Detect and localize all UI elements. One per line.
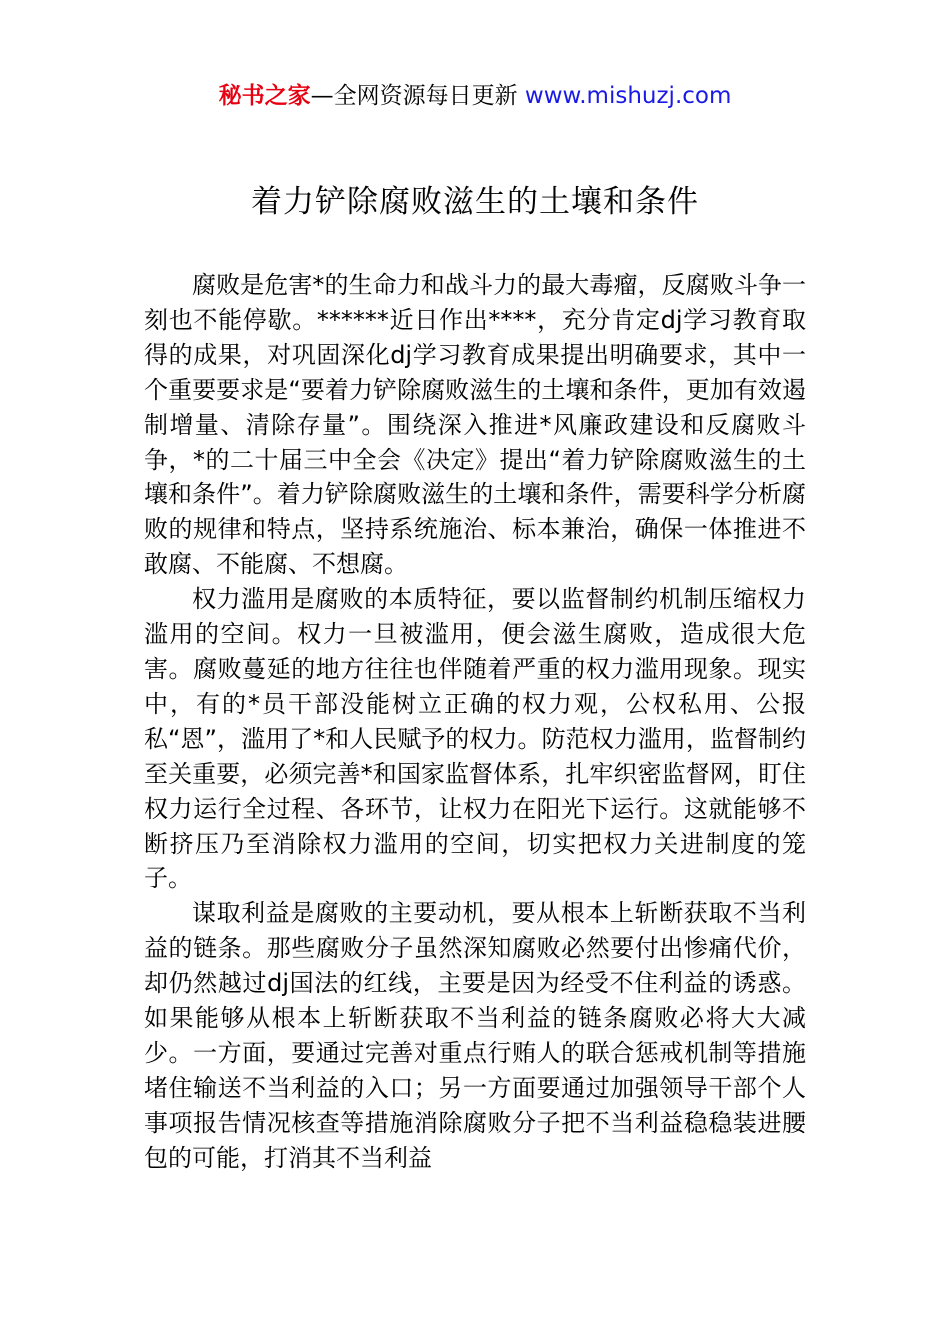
body-paragraph-3: 谋取利益是腐败的主要动机，要从根本上斩断获取不当利益的链条。那些腐败分子虽然深知腐败必然要付出惨痛代价，却仍然越过dj国法的红线，主要是因为经受不住利益的诱惑。如果能够从根本上斩断获取不当利益的链条腐败必将大大减少。一方面，要通过完善对重点行贿人的联合惩戒机制等措施堵住输送不当利益的入口；另一方面要通过加强领导干部个人事项报告情况核查等措施消除腐败分子把不当利益稳稳装进腰包的可能，打消其不当利益 bbox=[144, 899, 806, 1172]
site-url-link[interactable]: www.mishuzj.com bbox=[524, 83, 732, 109]
document-title: 着力铲除腐败滋生的土壤和条件 bbox=[251, 184, 699, 220]
site-header bbox=[0, 80, 950, 112]
document-body bbox=[144, 268, 806, 1176]
site-tagline: —全网资源每日更新 bbox=[310, 83, 525, 109]
body-paragraph-2: 权力滥用是腐败的本质特征，要以监督制约机制压缩权力滥用的空间。权力一旦被滥用，便会滋生腐败，造成很大危害。腐败蔓延的地方往往也伴随着严重的权力滥用现象。现实中，有的*员干部没能树立正确的权力观，公权私用、公报私“恩”，滥用了*和人民赋予的权力。防范权力滥用，监督制约至关重要，必须完善*和国家监督体系，扎牢织密监督网，盯住权力运行全过程、各环节，让权力在阳光下运行。这就能够不断挤压乃至消除权力滥用的空间，切实把权力关进制度的笼子。 bbox=[144, 585, 806, 893]
body-paragraph-1: 腐败是危害*的生命力和战斗力的最大毒瘤，反腐败斗争一刻也不能停歇。******近日作出****，充分肯定dj学习教育取得的成果，对巩固深化dj学习教育成果提出明确要求，其中一个重要要求是“要着力铲除腐败滋生的土壤和条件，更加有效遏制增量、清除存量”。围绕深入推进*风廉政建设和反腐败斗争，*的二十届三中全会《决定》提出“着力铲除腐败滋生的土壤和条件”。着力铲除腐败滋生的土壤和条件，需要科学分析腐败的规律和特点，坚持系统施治、标本兼治，确保一体推进不敢腐、不能腐、不想腐。 bbox=[144, 271, 806, 579]
site-brand: 秘书之家 bbox=[218, 83, 311, 109]
